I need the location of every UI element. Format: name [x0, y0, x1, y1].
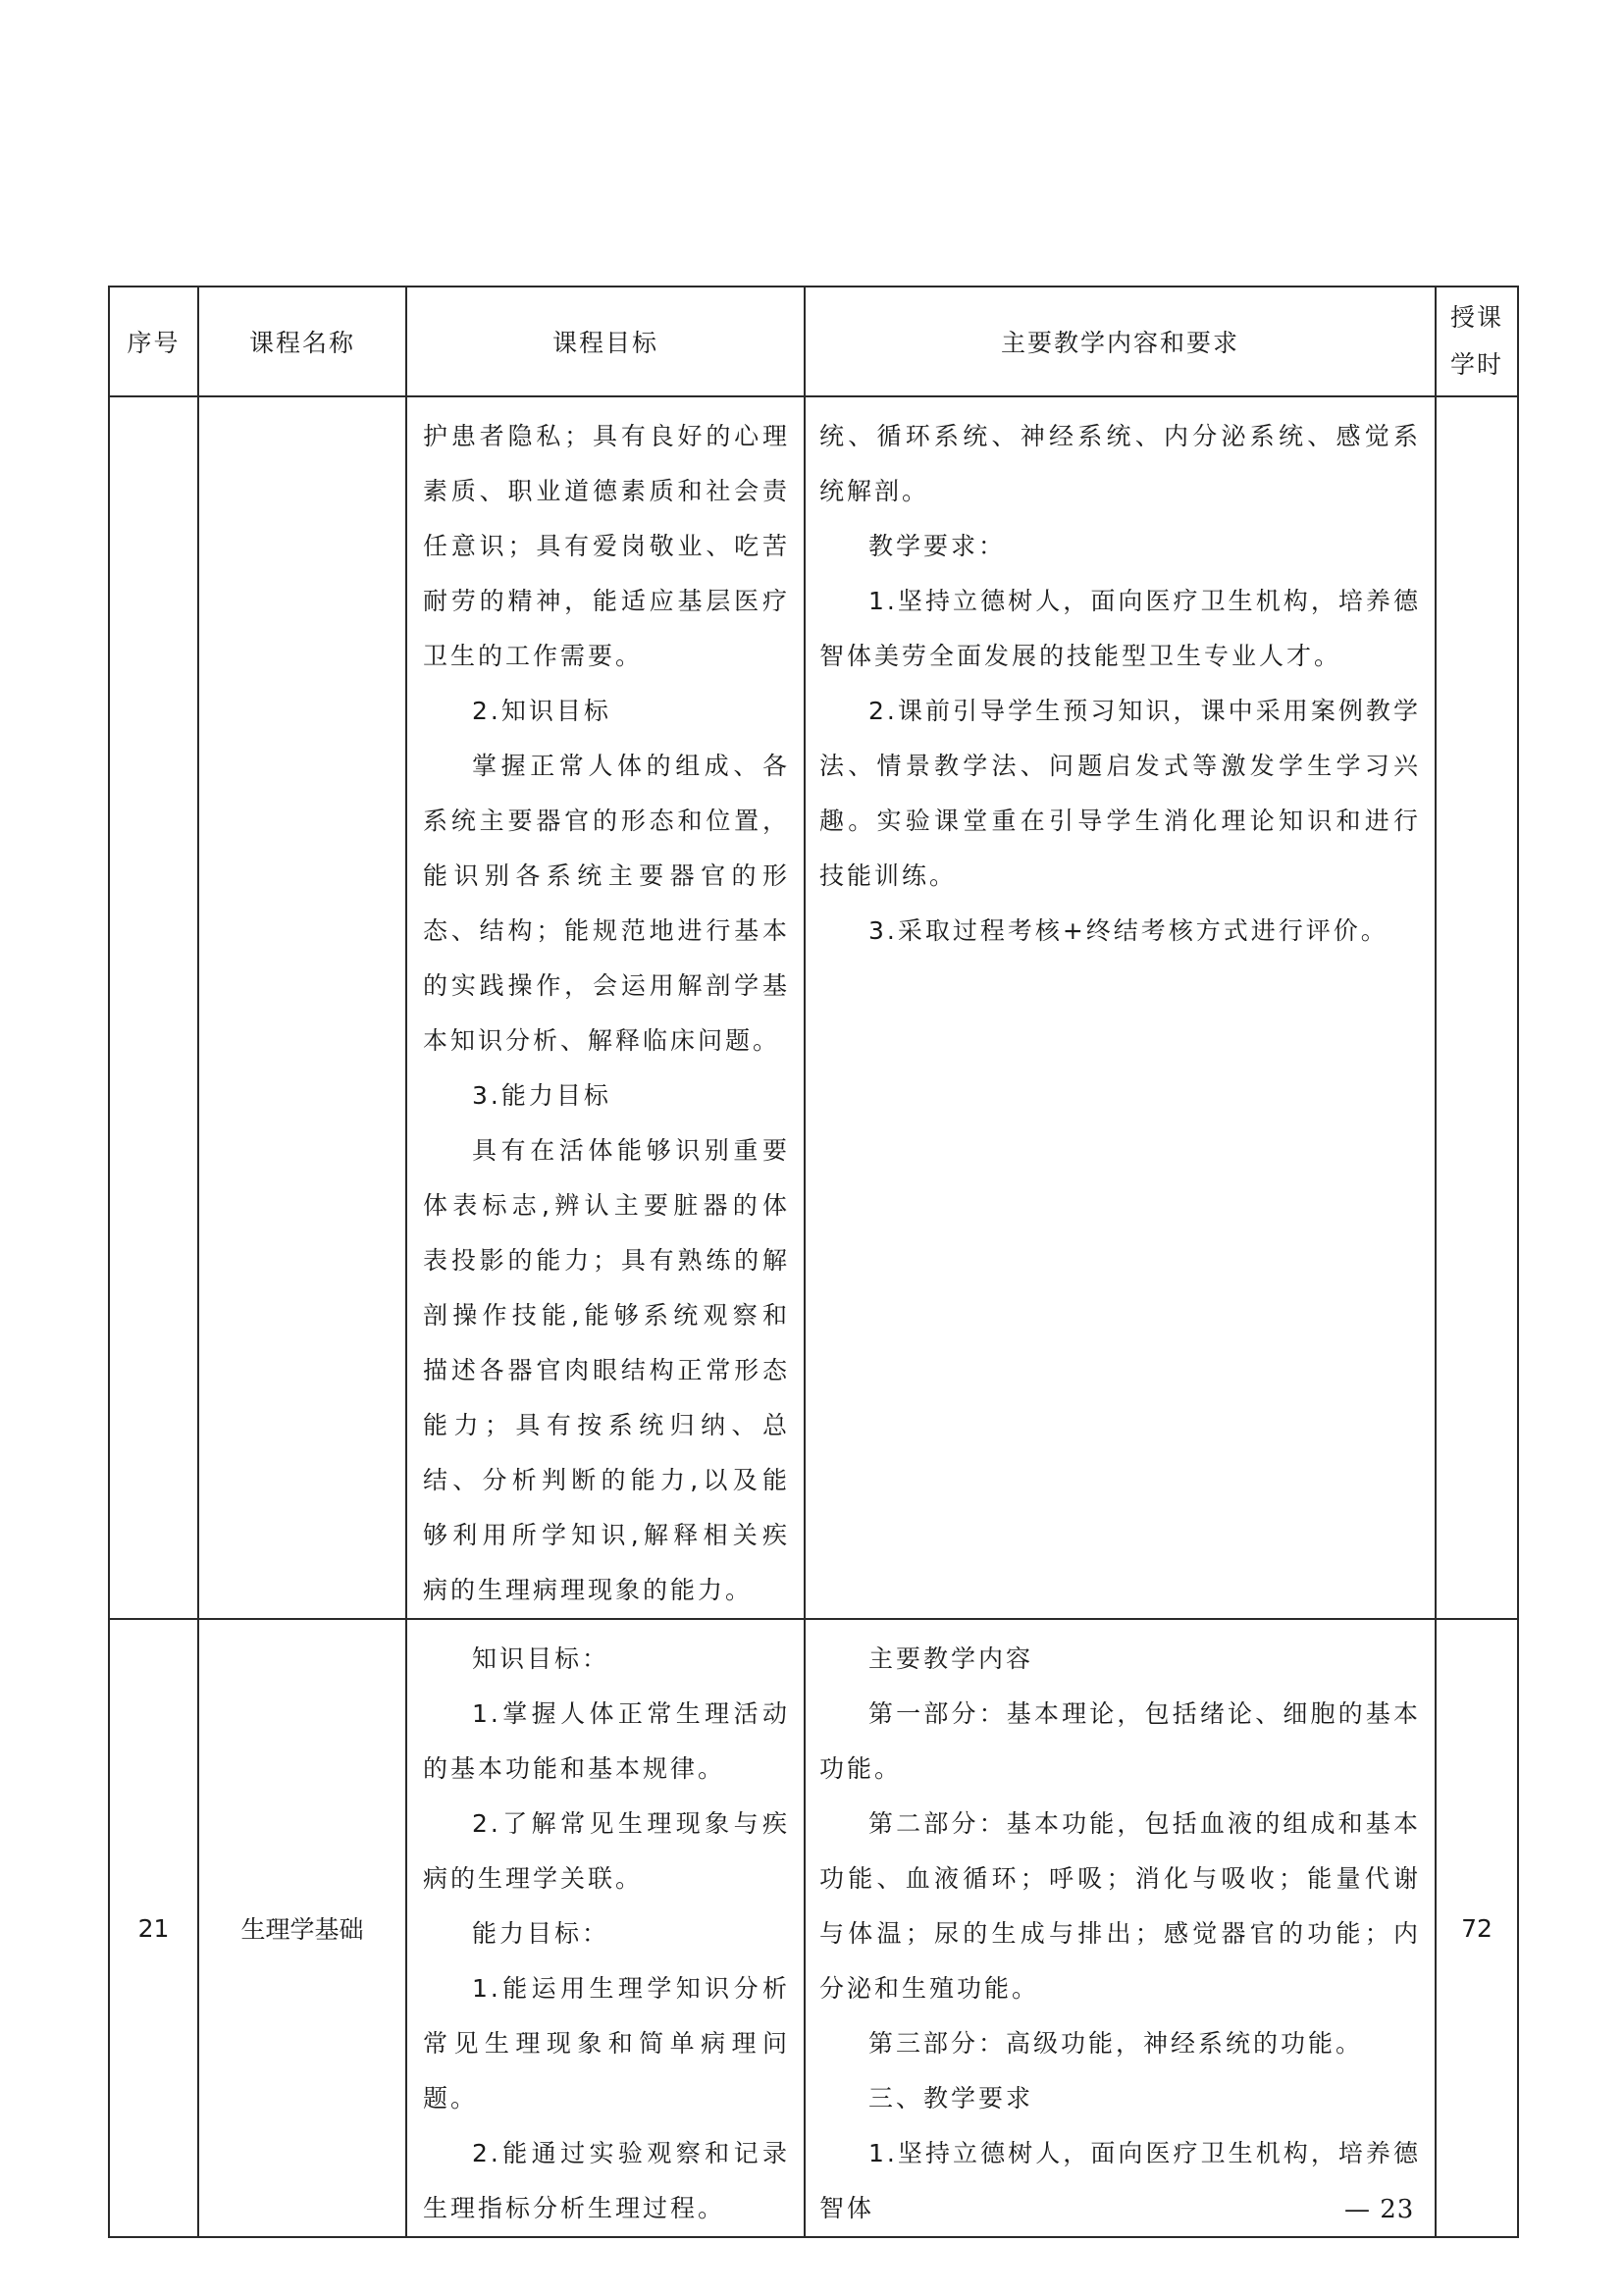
page-number: — 23: [1344, 2195, 1415, 2224]
cell-hours: [1436, 396, 1518, 1619]
goal-paragraph: 2.了解常见生理现象与疾病的生理学关联。: [423, 1809, 790, 1893]
header-hours: [1436, 287, 1518, 396]
content-paragraph: 1.坚持立德树人，面向医疗卫生机构，培养德智体: [819, 2139, 1421, 2222]
content-paragraph: 第一部分：基本理论，包括绪论、细胞的基本功能。: [819, 1699, 1421, 1783]
table-row: [109, 396, 1518, 1619]
content-paragraph: 教学要求：: [868, 532, 1007, 560]
cell-course-name: [198, 396, 406, 1619]
content-paragraph: 第二部分：基本功能，包括血液的组成和基本功能、血液循环；呼吸；消化与吸收；能量代谢与体温；尿的生成与排出；感觉器官的功能；内分泌和生殖功能。: [819, 1809, 1421, 2003]
cell-seq: 21: [109, 1619, 198, 2237]
header-hours-line2: 学时: [1449, 350, 1503, 379]
cell-content: [805, 396, 1436, 1619]
cell-course-goal: [406, 1619, 805, 2237]
header-row: [109, 287, 1518, 396]
content-paragraph: 统、循环系统、神经系统、内分泌系统、感觉系统解剖。: [819, 422, 1421, 505]
cell-course-name: 生理学基础: [198, 1619, 406, 2237]
goal-paragraph: 2.知识目标: [472, 697, 611, 725]
table-row: [109, 1619, 1518, 2237]
header-seq: 序号: [109, 287, 198, 396]
cell-course-goal: [406, 396, 805, 1619]
header-hours-line1: 授课: [1449, 303, 1503, 332]
content-paragraph: 1.坚持立德树人，面向医疗卫生机构，培养德智体美劳全面发展的技能型卫生专业人才。: [819, 587, 1421, 670]
cell-content: [805, 1619, 1436, 2237]
content-paragraph: 第三部分：高级功能，神经系统的功能。: [868, 2029, 1364, 2058]
goal-paragraph: 2.能通过实验观察和记录生理指标分析生理过程。: [423, 2139, 790, 2222]
content-paragraph: 2.课前引导学生预习知识，课中采用案例教学法、情景教学法、问题启发式等激发学生学习兴趣。实验课堂重在引导学生消化理论知识和进行技能训练。: [819, 697, 1421, 890]
cell-hours: 72: [1436, 1619, 1518, 2237]
goal-paragraph: 具有在活体能够识别重要体表标志,辨认主要脏器的体表投影的能力；具有熟练的解剖操作技能,能够系统观察和描述各器官肉眼结构正常形态能力；具有按系统归纳、总结、分析判断的能力,以及能够利用所学知识,解释相关疾病的生理病理现象的能力。: [423, 1136, 790, 1604]
goal-paragraph: 1.掌握人体正常生理活动的基本功能和基本规律。: [423, 1699, 790, 1783]
goal-paragraph: 护患者隐私；具有良好的心理素质、职业道德素质和社会责任意识；具有爱岗敬业、吃苦耐劳的精神，能适应基层医疗卫生的工作需要。: [423, 422, 790, 670]
cell-seq: [109, 396, 198, 1619]
header-content: 主要教学内容和要求: [805, 287, 1436, 396]
course-table: [108, 286, 1519, 2238]
content-paragraph: 三、教学要求: [868, 2084, 1034, 2112]
goal-paragraph: 3.能力目标: [472, 1081, 611, 1110]
goal-paragraph: 掌握正常人体的组成、各系统主要器官的形态和位置，能识别各系统主要器官的形态、结构；能规范地进行基本的实践操作，会运用解剖学基本知识分析、解释临床问题。: [423, 752, 790, 1055]
goal-paragraph: 能力目标：: [472, 1919, 610, 1948]
header-course-goal: 课程目标: [406, 287, 805, 396]
goal-paragraph: 1.能运用生理学知识分析常见生理现象和简单病理问题。: [423, 1974, 790, 2112]
goal-paragraph: 知识目标：: [472, 1644, 610, 1673]
content-paragraph: 3.采取过程考核+终结考核方式进行评价。: [868, 916, 1388, 945]
header-course-name: 课程名称: [198, 287, 406, 396]
content-paragraph: 主要教学内容: [868, 1644, 1034, 1673]
